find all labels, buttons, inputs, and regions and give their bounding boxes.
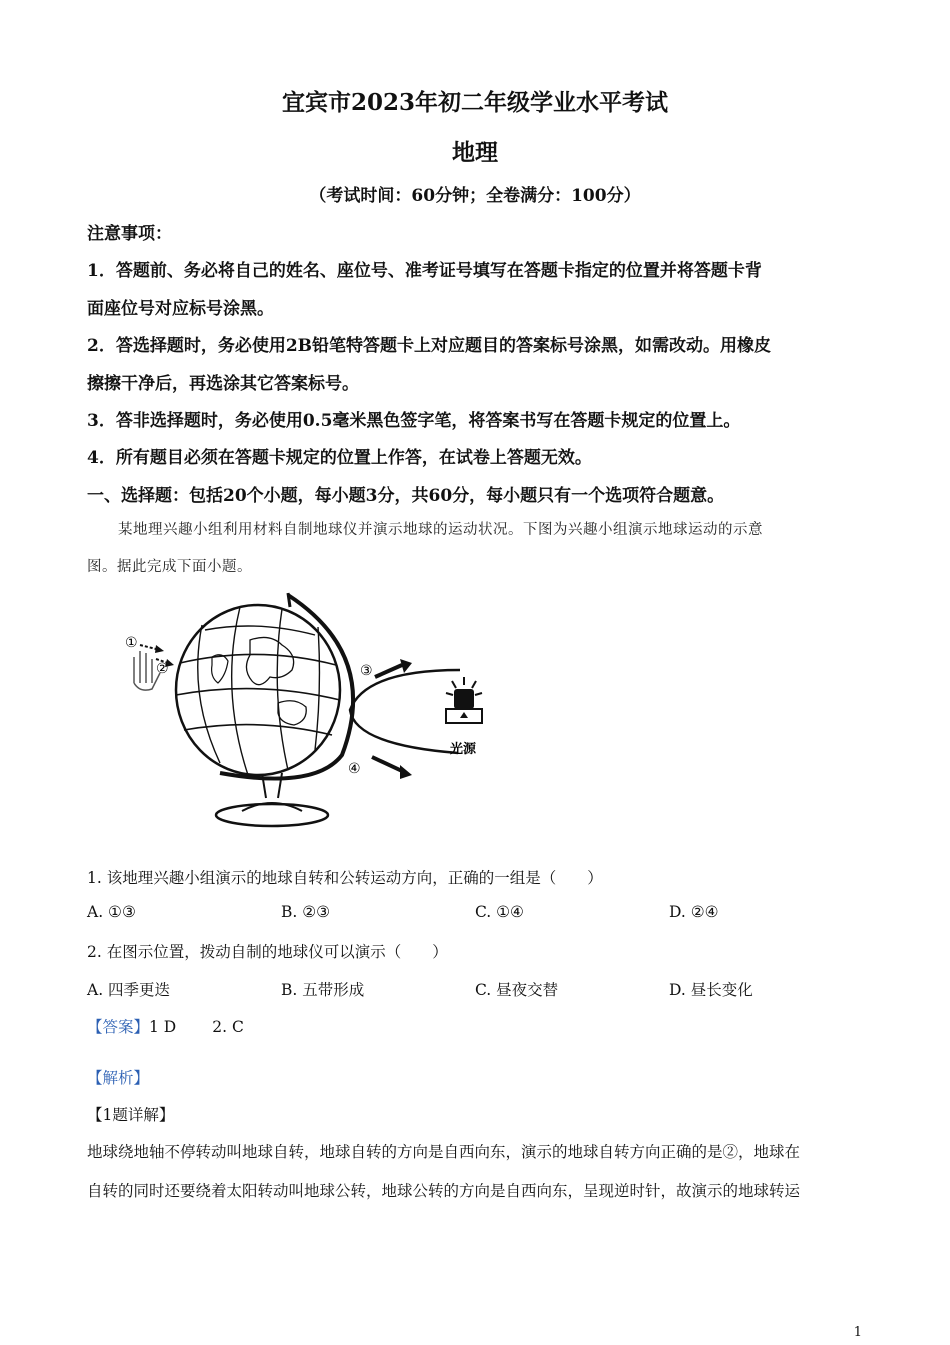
note-item-2-line-2: 擦擦干净后，再选涂其它答案标号。 [87, 374, 359, 394]
q2-option-a: A. 四季更迭 [87, 981, 171, 999]
notes-heading: 注意事项： [87, 224, 172, 244]
analysis-line-2: 自转的同时还要绕着太阳转动叫地球公转，地球公转的方向是自西向东，呈现逆时针，故演示的地球转运 [87, 1182, 801, 1200]
page-number: 1 [853, 1325, 862, 1340]
globe-base [216, 804, 328, 826]
intro-line-2: 图。据此完成下面小题。 [87, 559, 252, 575]
q2-option-c: C. 昼夜交替 [475, 981, 559, 999]
question-2-stem: 2. 在图示位置，拨动自制的地球仪可以演示（ ） [87, 943, 448, 961]
q1-option-a: A. ①③ [87, 903, 136, 921]
q2-option-d: D. 昼长变化 [669, 981, 753, 999]
answer-line [87, 1015, 244, 1037]
note-item-2-line-1: 2．答选择题时，务必使用2B铅笔特答题卡上对应题目的答案标号涂黑，如需改动。用橡皮 [87, 336, 772, 356]
q1-option-d: D. ②④ [669, 903, 719, 921]
intro-line-1: 某地理兴趣小组利用材料自制地球仪并演示地球的运动状况。下图为兴趣小组演示地球运动的示意 [118, 522, 763, 538]
globe-sphere [176, 605, 340, 775]
detail-heading: 【1题详解】 [87, 1106, 175, 1124]
arrow-1 [140, 645, 156, 649]
answer-1: 1 D [149, 1018, 177, 1036]
orbit-arc [350, 670, 460, 753]
note-item-3: 3．答非选择题时，务必使用0.5毫米黑色签字笔，将答案书写在答题卡规定的位置上。 [87, 411, 741, 431]
note-item-4: 4．所有题目必须在答题卡规定的位置上作答，在试卷上答题无效。 [87, 448, 592, 468]
question-1-stem: 1. 该地理兴趣小组演示的地球自转和公转运动方向，正确的一组是（ ） [87, 869, 603, 887]
answer-label: 【答案】 [87, 1018, 150, 1036]
note-item-1-line-1: 1．答题前、务必将自己的姓名、座位号、准考证号填写在答题卡指定的位置并将答题卡背 [87, 261, 762, 281]
arrow-1-head [155, 645, 164, 653]
note-item-1-line-2: 面座位号对应标号涂黑。 [87, 299, 274, 319]
label-2: ② [156, 661, 169, 677]
q1-option-b: B. ②③ [281, 903, 331, 921]
q2-option-b: B. 五带形成 [281, 981, 365, 999]
q1-option-c: C. ①④ [475, 903, 524, 921]
exam-info: （考试时间：60分钟；全卷满分：100分） [309, 186, 641, 206]
answer-2: 2. C [212, 1018, 244, 1036]
analysis-label: 【解析】 [87, 1069, 150, 1087]
light-source-icon [446, 677, 482, 723]
arrow-4 [372, 757, 402, 771]
label-4: ④ [348, 761, 361, 777]
exam-title: 宜宾市2023年初二年级学业水平考试 [281, 89, 668, 116]
globe-motion-figure [110, 585, 510, 840]
section-heading: 一、选择题：包括20个小题，每小题3分，共60分，每小题只有一个选项符合题意。 [87, 486, 725, 506]
light-source-label: 光源 [450, 742, 477, 757]
arrow-4-head [400, 765, 412, 779]
subject-title: 地理 [452, 139, 498, 166]
analysis-line-1: 地球绕地轴不停转动叫地球自转，地球自转的方向是自西向东，演示的地球自转方向正确的是②，地球在 [87, 1143, 801, 1161]
label-1: ① [125, 635, 138, 651]
label-3: ③ [360, 663, 373, 679]
axis-top [288, 593, 290, 607]
